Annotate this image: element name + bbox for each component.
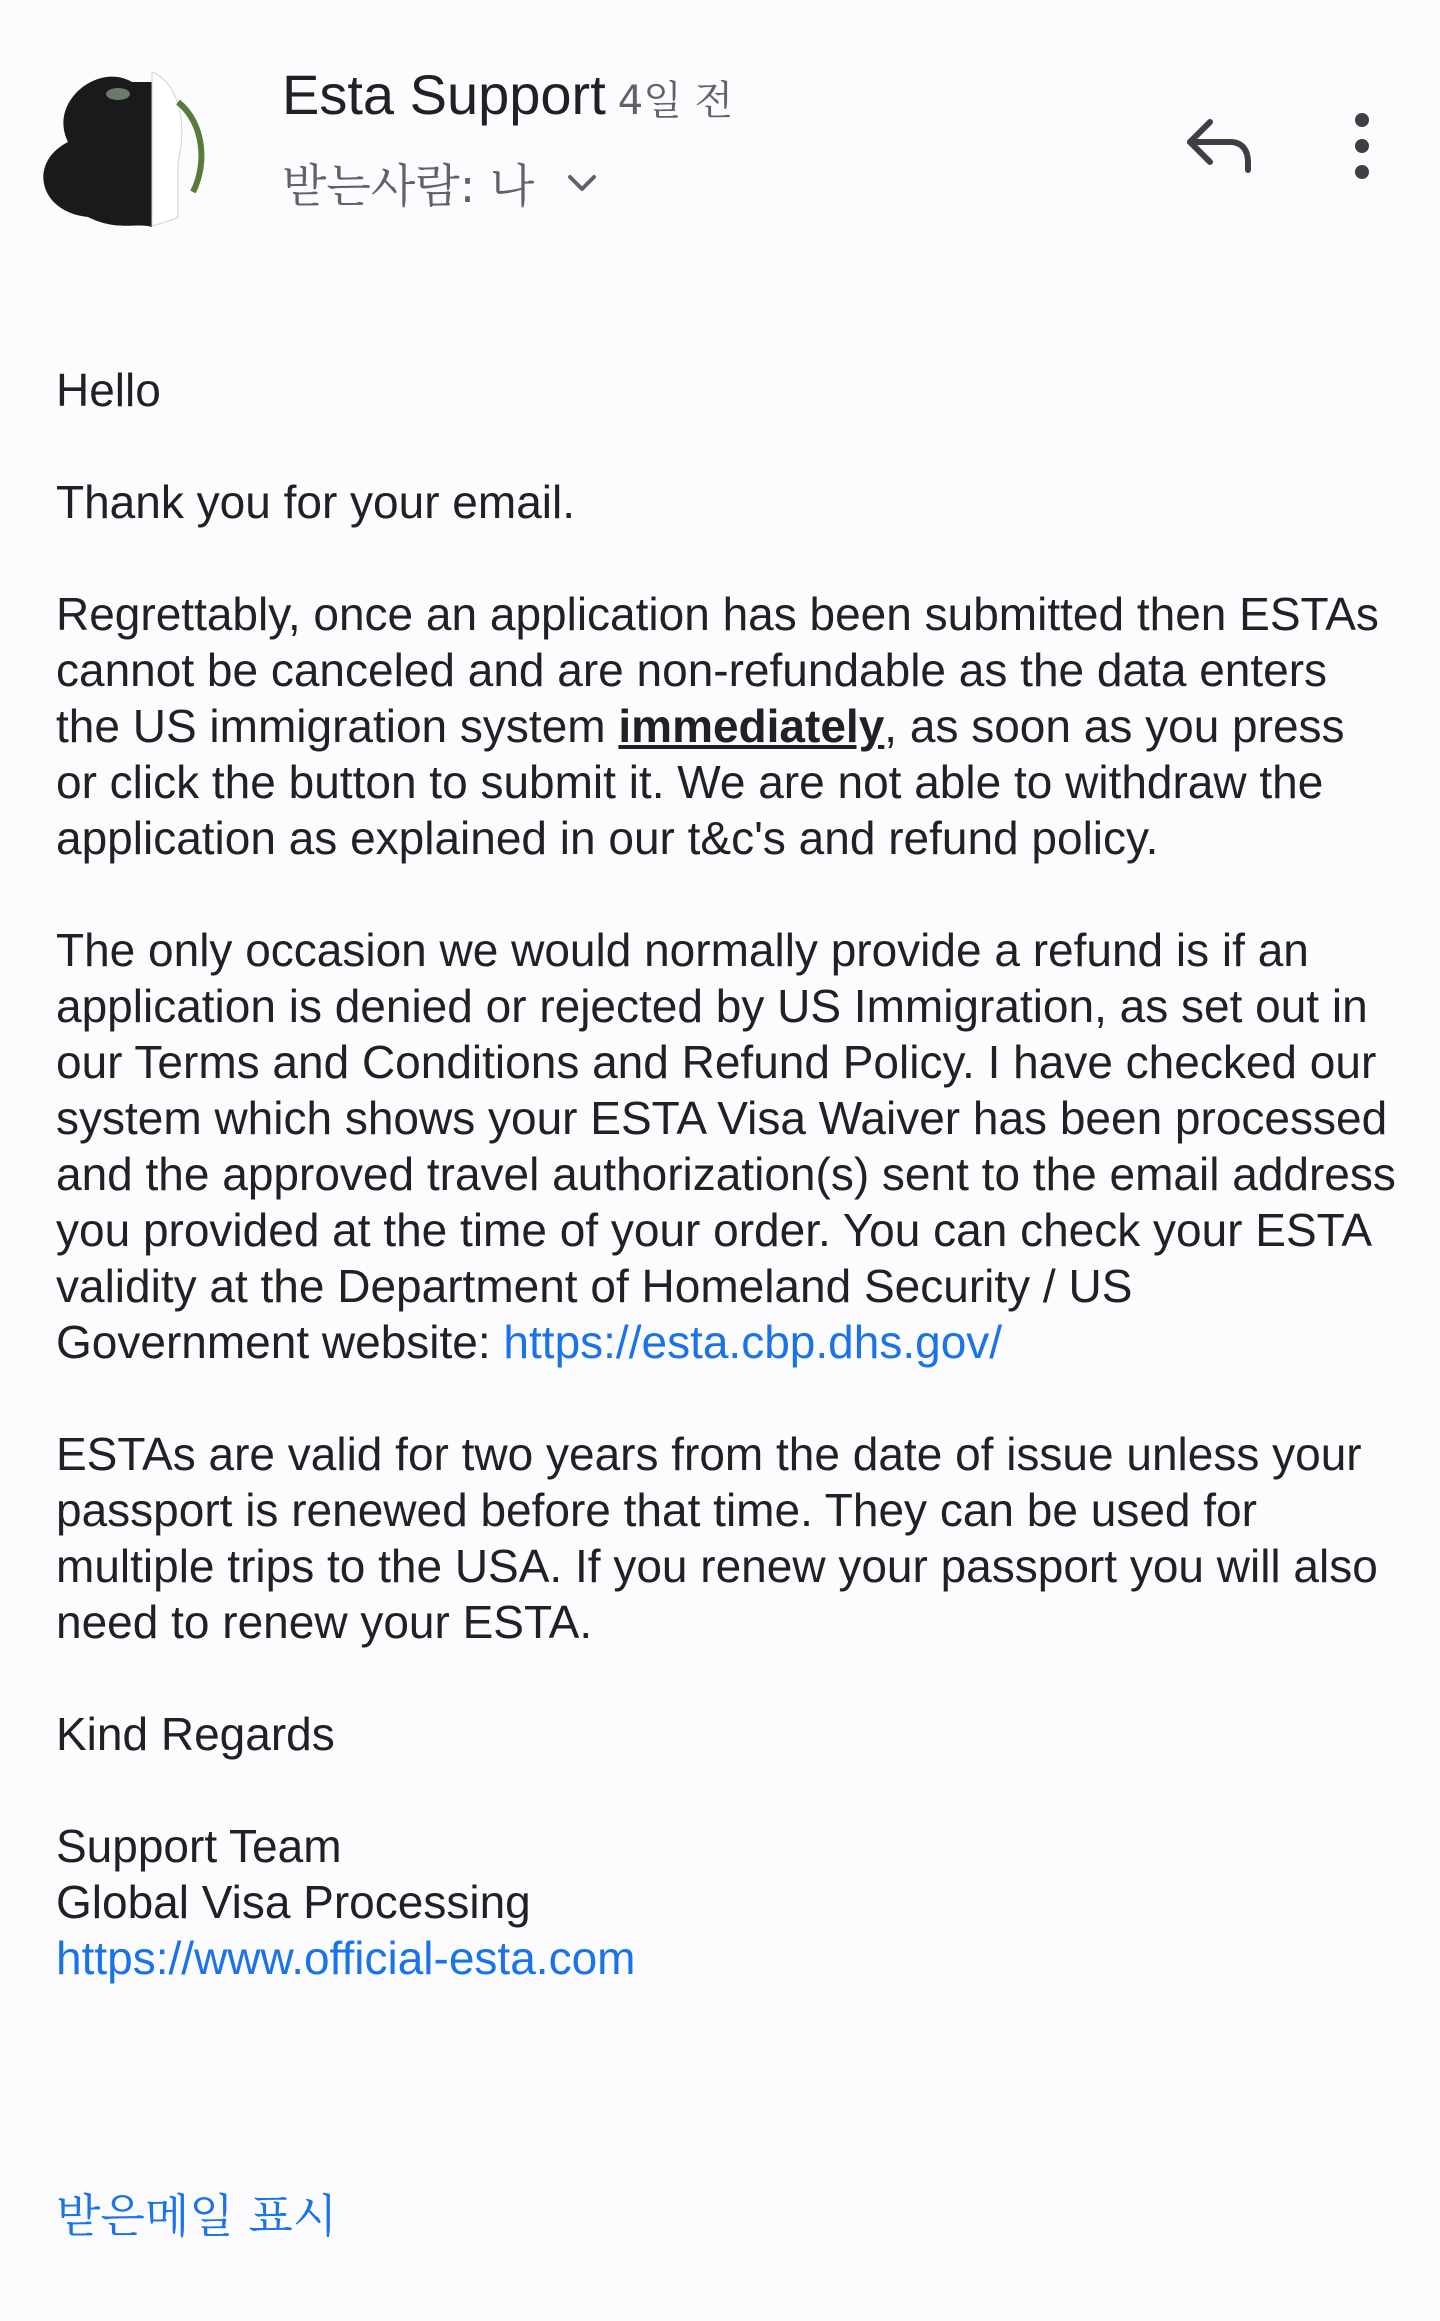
p1-emphasis: immediately [618,700,885,752]
p1-text-after: , as soon as you press or click the button to submit it. We are not able to withdraw the application as explained in our t&c's and refund policy. [56,700,1345,864]
paragraph-refund-policy [56,586,1396,866]
signature [56,1818,1396,1986]
greeting: Hello [56,364,161,416]
sender-avatar[interactable] [28,42,228,242]
show-original-link[interactable]: 받은메일 표시 [56,2189,338,2243]
sent-time: 4일 전 [617,78,734,124]
recipient-label: 받는사람: 나 [282,159,535,213]
recipient-toggle[interactable] [282,150,604,216]
email-header [0,0,1440,260]
email-body [56,362,1396,1986]
p2-text: The only occasion we would normally provide a refund is if an application is denied or rejected by US Immigration, as set out in our Terms and Conditions and Refund Policy. I have checked our system which shows your ESTA Visa Waiver has been processed and the approved travel authorization(s) sent to the email address you provided at the time of your order. You can check your ESTA validity at the Department of Homeland Security / US Government website: [56,924,1396,1368]
more-options-icon[interactable] [1336,108,1388,184]
dhs-website-link[interactable]: https://esta.cbp.dhs.gov/ [503,1316,1003,1368]
signature-website-link[interactable]: https://www.official-esta.com [56,1932,636,1984]
signature-org: Global Visa Processing [56,1876,531,1928]
paragraph-refund-occasion [56,922,1396,1370]
p1-text-before: Regrettably, once an application has been submitted then ESTAs cannot be canceled and are non-refundable as the data enters the US immigration system [56,588,1379,752]
chevron-down-icon[interactable] [560,161,604,205]
sender-name [282,62,733,127]
thanks-line: Thank you for your email. [56,476,576,528]
signature-team: Support Team [56,1820,342,1872]
closing-regards: Kind Regards [56,1708,335,1760]
paragraph-validity: ESTAs are valid for two years from the date of issue unless your passport is renewed before that time. They can be used for multiple trips to the USA. If you renew your passport you will also need to renew your ESTA. [56,1428,1378,1648]
reply-icon[interactable] [1180,110,1260,180]
sender-name-text: Esta Support [282,63,606,126]
